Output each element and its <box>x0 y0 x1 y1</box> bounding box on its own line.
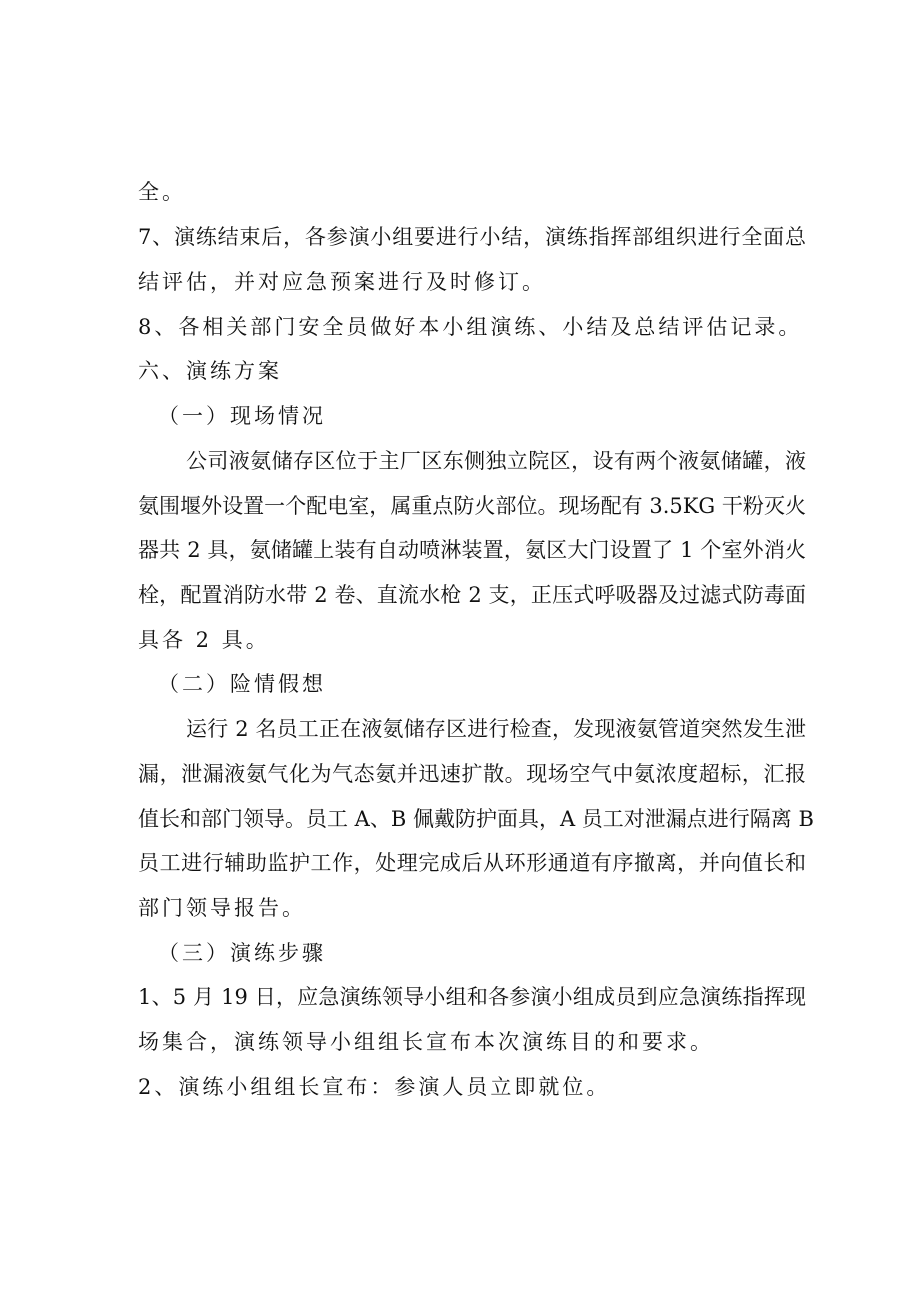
paragraph-line: 员工进行辅助监护工作，处理完成后从环形通道有序撤离，并向值长和 <box>138 851 806 875</box>
paragraph-line: 部门领导报告。 <box>138 896 306 920</box>
paragraph-line: 公司液氨储存区位于主厂区东侧独立院区，设有两个液氨储罐，液 <box>186 449 806 473</box>
paragraph-line: 全。 <box>138 180 186 204</box>
paragraph-line: 结评估，并对应急预案进行及时修订。 <box>138 270 546 294</box>
paragraph-line: 7、演练结束后，各参演小组要进行小结，演练指挥部组织进行全面总 <box>138 225 806 249</box>
paragraph-line: 漏，泄漏液氨气化为气态氨并迅速扩散。现场空气中氨浓度超标，汇报 <box>138 762 806 786</box>
subsection-heading: （二）险情假想 <box>158 672 326 696</box>
section-heading: 六、演练方案 <box>138 359 282 383</box>
paragraph-line: 8、各相关部门安全员做好本小组演练、小结及总结评估记录。 <box>138 315 803 339</box>
paragraph-line: 栓，配置消防水带 2 卷、直流水枪 2 支，正压式呼吸器及过滤式防毒面 <box>138 583 806 607</box>
subsection-heading: （三）演练步骤 <box>158 941 326 965</box>
paragraph-line: 场集合，演练领导小组组长宣布本次演练目的和要求。 <box>138 1030 714 1054</box>
subsection-heading: （一）现场情况 <box>158 404 326 428</box>
paragraph-line: 氨围堰外设置一个配电室，属重点防火部位。现场配有 3.5KG 干粉灭火 <box>138 494 806 518</box>
paragraph-line: 1、5 月 19 日，应急演练领导小组和各参演小组成员到应急演练指挥现 <box>138 985 806 1009</box>
paragraph-line: 2、演练小组组长宣布：参演人员立即就位。 <box>138 1075 611 1099</box>
paragraph-line: 器共 2 具，氨储罐上装有自动喷淋装置，氨区大门设置了 1 个室外消火 <box>138 538 806 562</box>
paragraph-line: 具各 2 具。 <box>138 628 270 652</box>
paragraph-line: 运行 2 名员工正在液氨储存区进行检查，发现液氨管道突然发生泄 <box>186 717 806 741</box>
paragraph-line: 值长和部门领导。员工 A、B 佩戴防护面具，A 员工对泄漏点进行隔离 B <box>138 807 814 831</box>
